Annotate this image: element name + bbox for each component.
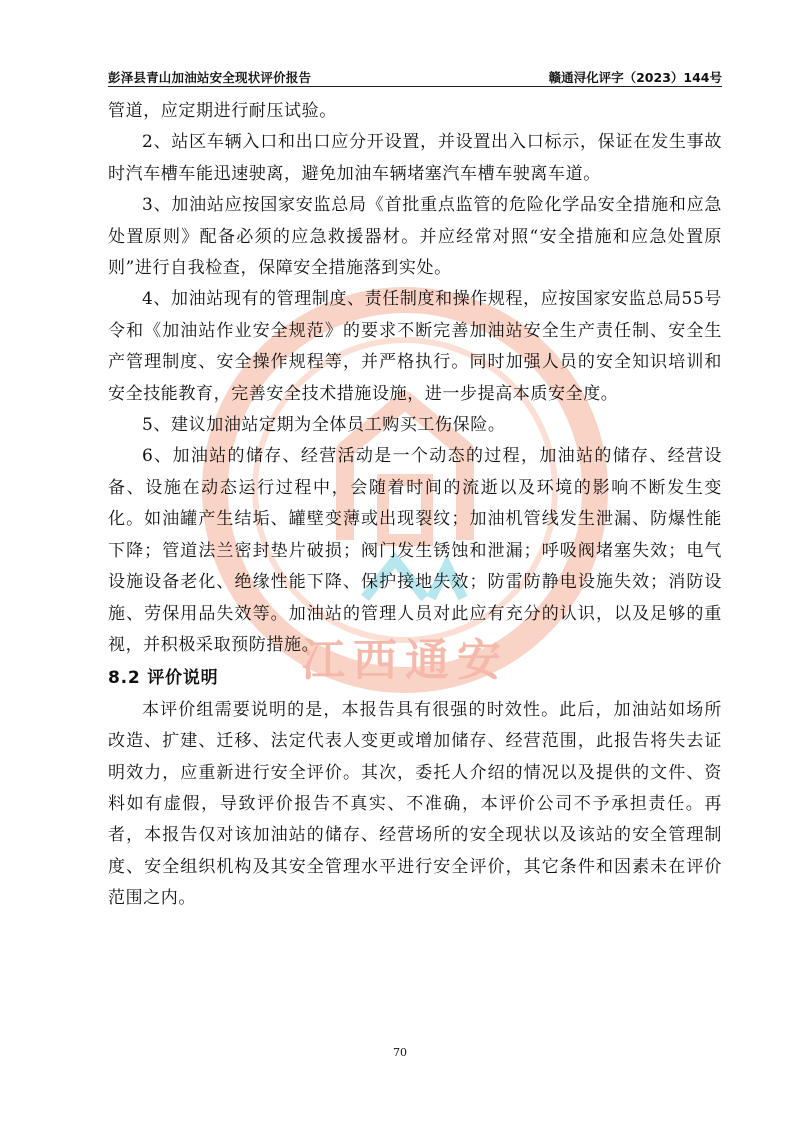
paragraph-item-2: 2、站区车辆入口和出口应分开设置，并设置出入口标示，保证在发生事故时汽车槽车能迅速驶离，避免加油车辆堵塞汽车槽车驶离车道。 xyxy=(108,132,722,184)
page-number: 70 xyxy=(393,1046,407,1059)
report-title-header: 彭泽县青山加油站安全现状评价报告 xyxy=(108,70,312,85)
paragraph-item-4: 4、加油站现有的管理制度、责任制度和操作规程，应按国家安监总局55号令和《加油站作业安全规范》的要求不断完善加油站安全生产责任制、安全生产管理制度、安全操作规程等，并严格执行。同时加强人员的安全知识培训和安全技能教育，完善安全技术措施设施，进一步提高本质安全度。 xyxy=(108,289,722,404)
section-paragraph: 本评价组需要说明的是，本报告具有很强的时效性。此后，加油站如场所改造、扩建、迁移、法定代表人变更或增加储存、经营范围，此报告将失去证明效力，应重新进行安全评价。其次，委托人介绍的情况以及提供的文件、资料如有虚假，导致评价报告不真实、不准确，本评价公司不予承担责任。再者，本报告仅对该加油站的储存、经营场所的安全现状以及该站的安全管理制度、安全组织机构及其安全管理水平进行安全评价，其它条件和因素未在评价范围之内。 xyxy=(108,699,722,909)
document-body xyxy=(108,96,722,915)
seal-bottom-text: 江西通安 xyxy=(301,635,509,686)
paragraph-item-3: 3、加油站应按国家安监总局《首批重点监管的危险化学品安全措施和应急处置原则》配备必须的应急救援器材。并应经常对照“安全措施和应急处置原则”进行自我检查，保障安全措施落到实处。 xyxy=(108,195,722,279)
document-number-header: 赣通浔化评字（2023）144号 xyxy=(548,70,722,85)
paragraph-item-5: 5、建议加油站定期为全体员工购买工伤保险。 xyxy=(142,415,506,436)
page-header xyxy=(108,66,722,87)
paragraph-continuation: 管道，应定期进行耐压试验。 xyxy=(108,101,337,121)
section-heading: 8.2 评价说明 xyxy=(108,668,219,689)
paragraph-item-6: 6、加油站的储存、经营活动是一个动态的过程，加油站的储存、经营设备、设施在动态运行过程中，会随着时间的流逝以及环境的影响不断发生变化。如油罐产生结垢、罐壁变薄或出现裂纹；加油机管线发生泄漏、防爆性能下降；管道法兰密封垫片破损；阀门发生锈蚀和泄漏；呼吸阀堵塞失效；电气设施设备老化、绝缘性能下降、保护接地失效；防雷防静电设施失效；消防设施、劳保用品失效等。加油站的管理人员对此应有充分的认识，以及足够的重视，并积极采取预防措施。 xyxy=(108,446,722,655)
